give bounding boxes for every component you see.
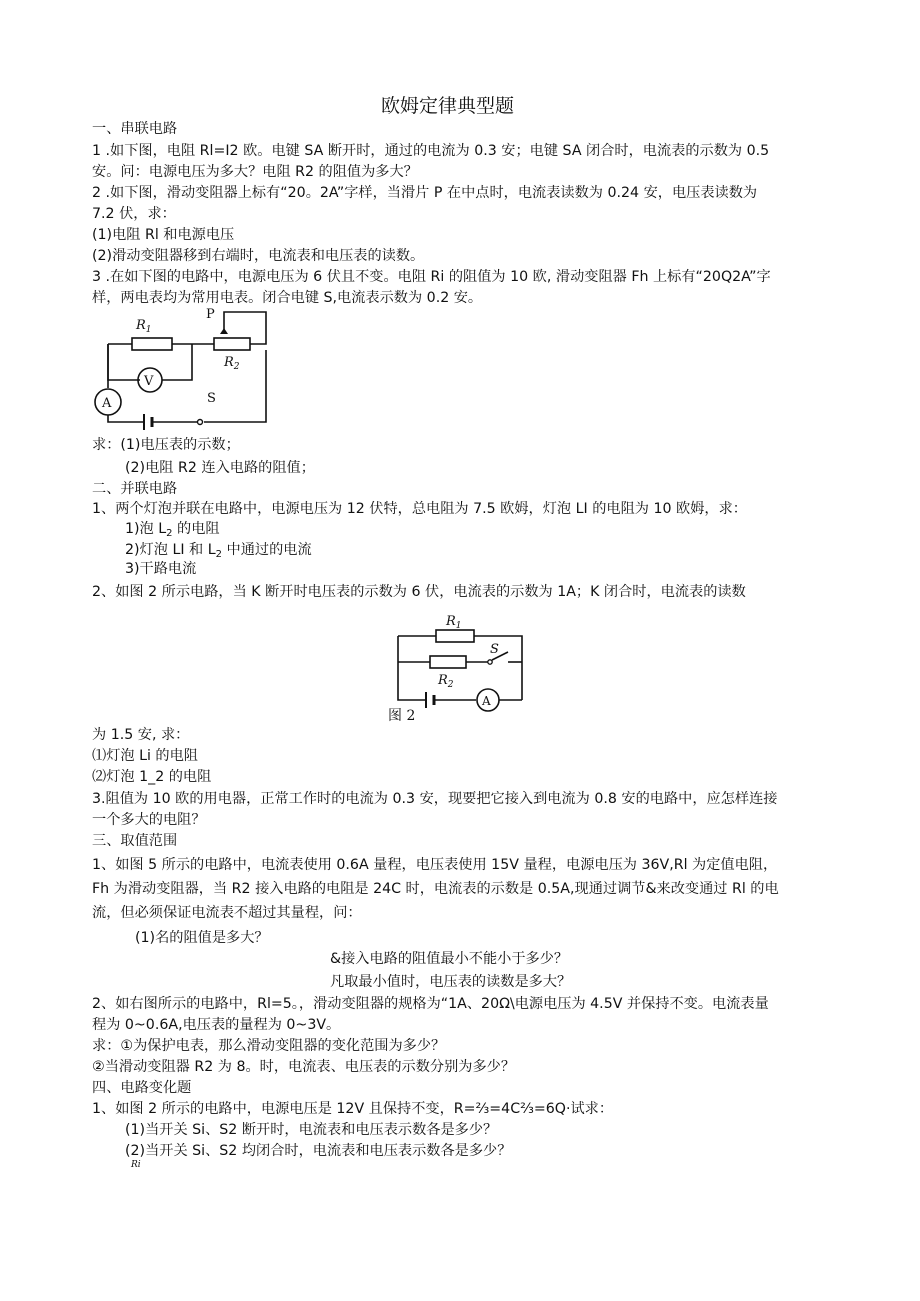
c-question-1-b: (2)当开关 Si、S2 均闭合时，电流表和电压表示数各是多少？ [125,1143,512,1159]
section-heading-series: 一、串联电路 [92,121,178,137]
question-3-line-2: 样，两电表均为常用电表。闭合电键 S,电流表示数为 0.2 安。 [92,290,483,306]
r-question-1-c: 凡取最小值时，电压表的读数是多大？ [330,974,572,990]
r2-sub: 2 [233,362,240,372]
r2-sub: 2 [447,680,454,690]
question-1-line-1: 1 .如下图，电阻 Rl=I2 欧。电键 SA 断开时，通过的电流为 0.3 安；电键 SA 闭合时，电流表的示数为 0.5 [92,143,770,159]
question-2-line-2: 7.2 伏，求： [92,206,176,222]
question-3-line-1: 3 .在如下图的电路中，电源电压为 6 伏且不变。电阻 Ri 的阻值为 10 欧, 滑动变阻器 Fh 上标有“20Q2A”字 [92,269,771,285]
section-heading-parallel: 二、并联电路 [92,481,178,497]
r-question-2-line-1: 2、如右图所示的电路中，Rl=5。，滑动变阻器的规格为“1A、20Ω\电源电压为 4.5V 并保持不变。电流表量 [92,996,769,1012]
question-3-ask-1: 求：(1)电压表的示数； [92,437,240,453]
c-question-1: 1、如图 2 所示的电路中，电源电压是 12V 且保持不变，R=⅔=4C⅔=6Q·试求： [92,1101,614,1117]
svg-text:R1 [445,614,462,631]
r-question-1-b: &接入电路的阻值最小不能小于多少？ [330,951,569,967]
r-question-1-line-2: Fh 为滑动变阻器，当 R2 接入电路的电阻是 24C 时，电流表的示数是 0.5A,现通过调节&来改变通过 Rl 的电 [92,881,779,897]
p-question-2: 2、如图 2 所示电路，当 K 断开时电压表的示数为 6 伏，电流表的示数为 1A；K 闭合时，电流表的读数 [92,584,746,600]
p-question-1-a: 1)泡 $L_2$ 的电阻 [125,521,220,539]
circuit-diagram-1 [92,304,278,436]
question-1-line-2: 安。问：电源电压为多大？电阻 R2 的阻值为多大？ [92,164,418,180]
switch-label: S [490,642,499,657]
r1-sub: 1 [145,325,152,335]
page-title: 欧姆定律典型题 [381,95,515,117]
slider-p-label: P [206,307,215,322]
svg-text:R2 [223,355,240,372]
p-question-1: 1、两个灯泡并联在电路中，电源电压为 12 伏特，总电阻为 7.5 欧姆，灯泡 LI 的电阻为 10 欧姆，求： [92,501,747,517]
r-question-2-ask-2: ②当滑动变阻器 R2 为 8。时，电流表、电压表的示数分别为多少？ [92,1059,516,1075]
svg-text:R1 [135,318,152,335]
r1-label: R [136,318,146,333]
r-question-2-ask-1: 求：①为保护电表，那么滑动变阻器的变化范围为多少？ [92,1038,446,1054]
voltmeter-label: V [144,374,154,389]
p-question-1-b: 2)灯泡 LI 和 $L_2$ 中通过的电流 [125,542,312,560]
p-question-2-cont: 为 1.5 安, 求： [92,727,190,743]
r-question-1-line-3: 流，但必须保证电流表不超过其量程，问： [92,905,362,921]
section-heading-range: 三、取值范围 [92,833,178,849]
circuit-diagram-2 [386,612,532,724]
question-2-part-2: (2)滑动变阻器移到右端时，电流表和电压表的读数。 [92,248,425,264]
ammeter-label: A [102,396,112,411]
switch-label: S [207,391,216,406]
ammeter-label: A [482,694,491,708]
p-question-1-c: 3)干路电流 [125,561,197,577]
r1-label: R [446,614,456,629]
question-2-part-1: (1)电阻 Rl 和电源电压 [92,227,235,243]
question-3-ask-2: (2)电阻 R2 连入电路的阻值； [125,460,315,476]
r2-label: R [438,673,448,688]
p-question-2-b: ⑵灯泡 1_2 的电阻 [92,769,212,785]
p-question-3-line-1: 3.阻值为 10 欧的用电器，正常工作时的电流为 0.3 安，现要把它接入到电流为 0.8 安的电路中，应怎样连接 [92,791,778,807]
r2-label: R [224,355,234,370]
r1-sub: 1 [455,621,462,631]
r-question-1-a: (1)名的阻值是多大？ [135,930,269,946]
stray-label: Ri [131,1160,141,1170]
svg-text:R2 [437,673,454,690]
r-question-1-line-1: 1、如图 5 所示的电路中，电流表使用 0.6A 量程，电压表使用 15V 量程，电源电压为 36V,Rl 为定值电阻， [92,857,778,873]
p-question-3-line-2: 一个多大的电阻？ [92,812,206,828]
figure-caption: 图 2 [388,708,416,724]
p-question-2-a: ⑴灯泡 Li 的电阻 [92,748,198,764]
question-2-line-1: 2 .如下图，滑动变阻器上标有“20。2A”字样，当滑片 P 在中点时，电流表读数为 0.24 安，电压表读数为 [92,185,758,201]
r-question-2-line-2: 程为 0~0.6A,电压表的量程为 0~3V。 [92,1017,341,1033]
c-question-1-a: (1)当开关 Si、S2 断开时，电流表和电压表示数各是多少？ [125,1122,498,1138]
section-heading-change: 四、电路变化题 [92,1080,192,1096]
